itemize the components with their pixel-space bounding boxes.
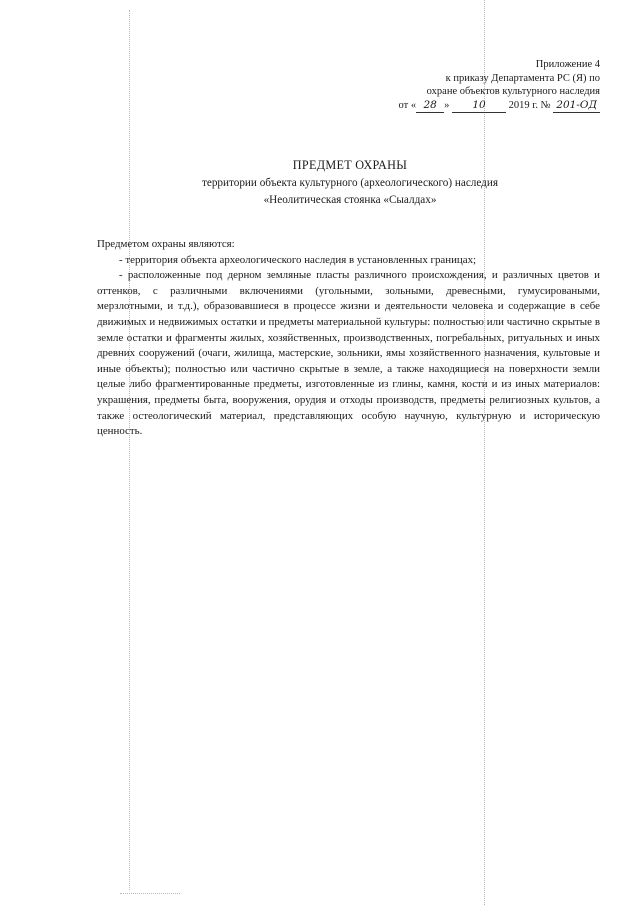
date-prefix: от « [398,99,417,111]
document-body [97,237,600,440]
scan-artifact-line-left [129,10,130,890]
appendix-date-line [340,99,600,114]
appendix-label: Приложение 4 [535,59,600,70]
date-year: 2019 г. № [508,99,551,111]
scan-artifact-line-bottom [120,893,180,894]
body-item-territory: - территория объекта археологического наследия в установленных границах; [119,253,477,266]
body-item-layers: - расположенные под дерном земляные пласты различного происхождения, и различных цветов и оттенков, с различными включениями (угольными, зольными, древесными, гумусироваными, мерзлотными, и т.д.), образовавшиеся в процессе жизни и деятельности человека и содержащие в себе движимых и недвижимых остатки и предметы материальной культуры: полностью или частично скрытые в земле остатки и фрагменты жилых, хозяйственных, производственных, погребальных, ритуальных и иных древних сооружений (очаги, жилища, мастерские, зольники, ямы хозяйственного назначения, культовые и иные объекты); полностью или частично скрытые в земле, а также находящиеся на поверхности земли целые либо фрагментированные предметы, изготовленные из глины, камня, кости и из иных материалов: украшения, предметы быта, вооружения, орудия и отходы производств, предметы религиозных культов, а также остеологический материал, представляющих особую научную, культурную и историческую ценность. [97,269,600,438]
appendix-order-ref: к приказу Департамента РС (Я) по [445,72,600,84]
order-number: 201-ОД [553,99,600,114]
date-mid: » [444,99,450,111]
title-heading: ПРЕДМЕТ ОХРАНЫ [292,158,408,172]
document-title [100,157,600,208]
scan-artifact-line-center [484,0,485,905]
body-intro: Предметом охраны являются: [97,238,235,250]
title-subtitle: территории объекта культурного (археологического) наследия [201,177,499,189]
date-month: 10 [452,99,506,114]
title-object-name: «Неолитическая стоянка «Сыалдах» [263,194,437,206]
date-day: 28 [416,99,444,114]
appendix-department: охране объектов культурного наследия [426,86,600,98]
appendix-block [340,58,600,113]
